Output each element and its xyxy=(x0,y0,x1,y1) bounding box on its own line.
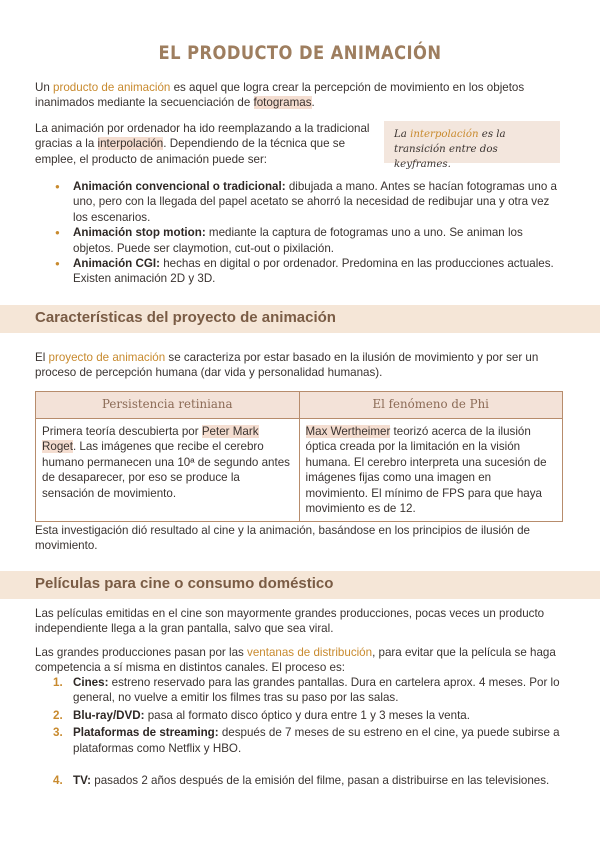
technique-text: hechas en digital o por ordenador. Predomina en las producciones actuales. Existen animación 2D y 3D. xyxy=(73,257,554,286)
films-paragraph: Las películas emitidas en el cine son mayormente grandes producciones, pocas veces un producto independiente llega a la gran pantalla, salvo que sea viral. xyxy=(35,607,545,636)
step-label: Plataformas de streaming: xyxy=(73,726,219,740)
term-proyecto-animacion: proyecto de animación xyxy=(48,351,166,364)
term-fotogramas: fotogramas xyxy=(253,96,312,110)
computer-animation-paragraph xyxy=(35,121,371,167)
step-text: después de 7 meses de su estreno en el cine, ya puede subirse a plataformas como Netflix y HBO. xyxy=(73,726,560,755)
step-text: pasados 2 años después de la emisión del filme, pasan a distribuirse en las televisiones. xyxy=(91,774,550,788)
list-item xyxy=(55,725,565,756)
section-heading: Películas para cine o consumo doméstico xyxy=(35,575,334,592)
cell-text: Primera teoría descubierta por xyxy=(42,425,202,438)
step-label: TV: xyxy=(73,774,92,788)
technique-list xyxy=(55,179,565,287)
technique-text: dibujada a mano. Antes se hacían fotogramas uno a uno, pero con la llegada del papel acetato se ahorró la necesidad de redibujar una y otra vez los escenarios. xyxy=(73,180,557,224)
table-header: Persistencia retiniana xyxy=(36,392,300,419)
section-heading: Características del proyecto de animación xyxy=(35,309,336,326)
intro-text: Un xyxy=(35,81,54,94)
theory-table xyxy=(35,391,563,522)
distribution-text-end: , para evitar que la película se haga competencia a sí misma en distintos canales. El proceso es: xyxy=(35,646,556,675)
intro-paragraph xyxy=(35,80,563,111)
list-item xyxy=(55,225,565,256)
name-wertheimer: Max Wertheimer xyxy=(305,425,391,438)
list-item xyxy=(55,773,565,788)
list-item xyxy=(55,256,565,287)
distribution-text: Las grandes producciones pasan por las xyxy=(35,646,248,659)
step-number: 1. xyxy=(53,676,63,689)
list-item xyxy=(55,708,565,723)
section-heading-bar xyxy=(0,571,600,599)
intro-text-mid: es aquel que logra crear la percepción de movimiento en los objetos inanimados mediante la secuenciación de xyxy=(35,81,525,110)
term-ventanas-distribucion: ventanas de distribución xyxy=(247,646,373,659)
distribution-steps xyxy=(55,675,565,788)
note-text: La xyxy=(394,129,411,140)
distribution-paragraph xyxy=(35,645,563,676)
list-item xyxy=(55,675,565,706)
para2-text-end: . Dependiendo de la técnica que se emplee, el producto de animación puede ser: xyxy=(35,137,346,166)
technique-label: Animación CGI: xyxy=(73,257,160,271)
table-cell xyxy=(299,419,563,522)
cell-text-end: teorizó acerca de la ilusión óptica creada por la limitación en la visión humana. El cerebro interpreta una sucesión de imágenes fijas como una imagen en movimiento. El mínimo de FPS para que haya movimiento es de 12. xyxy=(305,425,547,516)
page-title: EL PRODUCTO DE ANIMACIÓN xyxy=(158,42,442,64)
step-text: estreno reservado para las grandes pantallas. Dura en cartelera aprox. 4 meses. Por lo general, no vuelve a emitir los filmes tras su paso por las salas. xyxy=(73,676,560,705)
technique-label: Animación stop motion: xyxy=(73,226,206,240)
step-number: 4. xyxy=(53,774,63,788)
table-cell xyxy=(36,419,300,522)
step-text: pasa al formato disco óptico y dura entre 1 y 3 meses la venta. xyxy=(144,708,470,722)
step-label: Cines: xyxy=(73,676,109,689)
project-paragraph xyxy=(35,350,563,381)
table-header-row xyxy=(36,392,563,419)
research-paragraph: Esta investigación dió resultado al cine y la animación, basándose en los principios de ilusión de movimiento. xyxy=(35,524,530,553)
note-term: interpolación xyxy=(410,129,479,140)
project-text: El xyxy=(35,351,49,364)
technique-text: mediante la captura de fotogramas uno a uno. Se animan los objetos. Puede ser claymotion, cut-out o pixilación. xyxy=(73,226,523,255)
step-number: 2. xyxy=(53,708,63,722)
term-producto-animacion: producto de animación xyxy=(53,81,171,94)
step-label: Blu-ray/DVD: xyxy=(73,708,145,722)
section-heading-bar xyxy=(0,305,600,333)
name-roget: Peter Mark Roget xyxy=(42,425,259,454)
note-text-end: es la transición entre dos keyframes. xyxy=(394,129,506,170)
list-item xyxy=(55,179,565,225)
term-interpolacion: interpolación xyxy=(97,137,164,151)
cell-text-end: . Las imágenes que recibe el cerebro humano permanecen una 10ª de segundo antes de desaparecer, por eso se produce la sensación de movimiento. xyxy=(42,440,290,500)
table-row xyxy=(36,419,563,522)
interpolation-note xyxy=(384,121,560,170)
project-text-end: se caracteriza por estar basado en la ilusión de movimiento y por ser un proceso de percepción humana (dar vida y personalidad humanas). xyxy=(35,351,539,380)
step-number: 3. xyxy=(53,726,63,740)
intro-text-end: . xyxy=(311,96,315,110)
table-header: El fenómeno de Phi xyxy=(299,392,563,419)
technique-label: Animación convencional o tradicional: xyxy=(73,180,286,193)
para2-text: La animación por ordenador ha ido reemplazando a la tradicional gracias a la xyxy=(35,122,370,151)
